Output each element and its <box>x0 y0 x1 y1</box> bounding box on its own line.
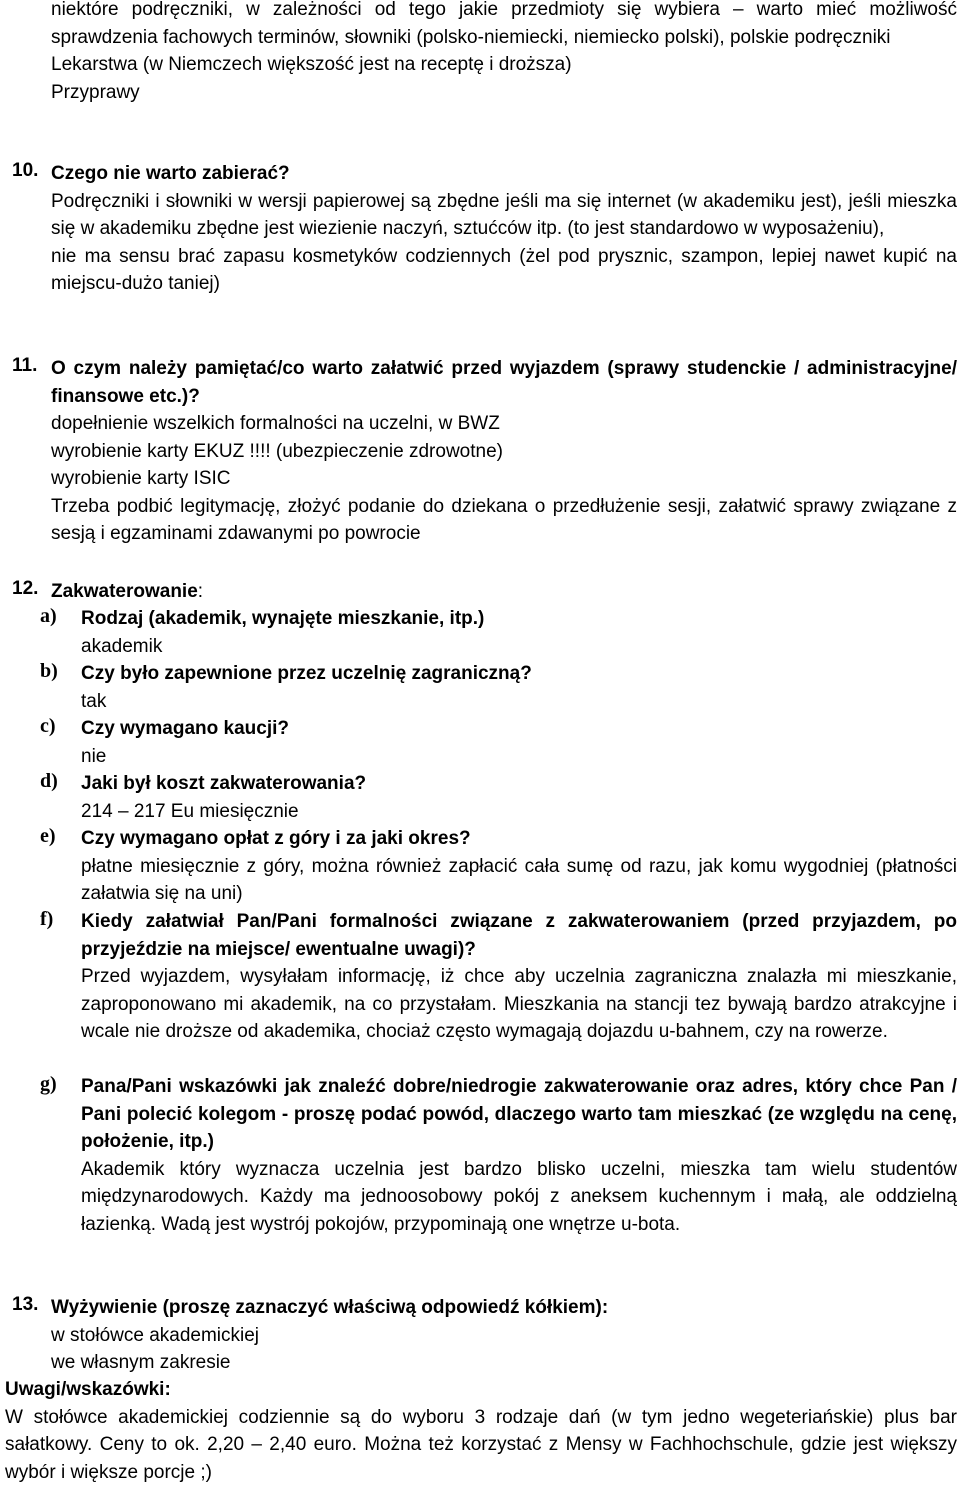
q12-item <box>81 1073 957 1238</box>
q13-option: we własnym zakresie <box>51 1352 231 1373</box>
q11-block <box>51 355 957 548</box>
q13-option: w stołówce akademickiej <box>51 1324 260 1346</box>
q12-item-question: Czy było zapewnione przez uczelnię zagraniczną? <box>81 663 532 684</box>
q12-item <box>81 660 957 715</box>
q13-notes <box>5 1376 957 1486</box>
q10-answer-line: Podręczniki i słowniki w wersji papierowej są zbędne jeśli ma się internet (w akademiku jest), jeśli mieszka się w akademiku zbędne jest wiezienie naczyń, sztućców itp. (to jest standardowo w wyposażeniu), <box>51 190 957 239</box>
q11-number: 11. <box>12 355 38 376</box>
q12-item-question: Pana/Pani wskazówki jak znaleźć dobre/niedrogie zakwaterowanie oraz adres, który chce Pan / Pani polecić kolegom - proszę podać powód, dlaczego warto tam mieszkać (ze względu na cenę, położenie, itp.) <box>81 1076 957 1152</box>
q12-item-letter: a) <box>40 605 57 627</box>
intro-block <box>51 0 957 106</box>
q12-item <box>81 715 957 770</box>
intro-line: Lekarstwa (w Niemczech większość jest na receptę i droższa) <box>51 54 572 75</box>
q12-item-answer: Akademik który wyznacza uczelnia jest bardzo blisko uczelni, mieszka tam wielu studentów międzynarodowych. Każdy ma jednoosobowy pokój z aneksem kuchennym i małą, ale oddzielną łazienką. Wadą jest wystrój pokojów, przypominają one wnętrze u-bota. <box>81 1158 957 1235</box>
q12-item <box>81 770 957 825</box>
q12-item <box>81 825 957 908</box>
q13-notes-text: W stołówce akademickiej codziennie są do wyboru 3 rodzaje dań (w tym jedno wegeteriańskie) plus bar sałatkowy. Ceny to ok. 2,20 – 2,40 euro. Można też korzystać z Mensy w Fachhochschule, gdzie jest większy wybór i większe porcje ;) <box>5 1406 957 1483</box>
q12-heading <box>51 578 957 606</box>
q10-number: 10. <box>12 160 39 181</box>
q12-item-answer: akademik <box>81 635 163 657</box>
q11-answer-line: Trzeba podbić legitymację, złożyć podanie do dziekana o przedłużenie sesji, załatwić sprawy związane z sesją i egzaminami zdawanymi po powrocie <box>51 495 957 544</box>
q12-number: 12. <box>12 578 39 599</box>
q12-item-letter: f) <box>40 908 54 930</box>
q12-item-letter: e) <box>40 825 56 847</box>
q12-item-answer: płatne miesięcznie z góry, można również zapłacić cała sumę od razu, jak komu wygodniej (płatności załatwia się na uni) <box>81 855 957 904</box>
q12-item-letter: g) <box>40 1073 57 1095</box>
q12-item-letter: b) <box>40 660 58 682</box>
q12-item-answer: 214 – 217 Eu miesięcznie <box>81 800 299 822</box>
q13-title: Wyżywienie (proszę zaznaczyć właściwą odpowiedź kółkiem): <box>51 1297 609 1318</box>
q12-item-question: Czy wymagano kaucji? <box>81 718 290 739</box>
q10-block <box>51 160 957 298</box>
q12-item-answer: Przed wyjazdem, wysyłałam informację, iż chce aby uczelnia zagraniczna znalazła mi mieszkanie, zaproponowano mi akademik, na co przystałam. Mieszkania na stancji tez bywają bardzo atrakcyjne i wcale nie droższe od akademika, chociaż często wymagają dojazdu u-bahnem, czy na rowerze. <box>81 966 957 1042</box>
q12-item-question: Rodzaj (akademik, wynajęte mieszkanie, itp.) <box>81 608 485 629</box>
q10-answer-line: nie ma sensu brać zapasu kosmetyków codziennych (żel pod prysznic, szampon, lepiej nawet kupić na miejscu-dużo taniej) <box>51 245 957 294</box>
q10-title: Czego nie warto zabierać? <box>51 163 290 184</box>
q11-answer-line: dopełnienie wszelkich formalności na uczelni, w BWZ <box>51 413 500 434</box>
q12-item-question: Jaki był koszt zakwaterowania? <box>81 773 367 794</box>
intro-line: Przyprawy <box>51 81 140 103</box>
q12-item-answer: tak <box>81 690 107 712</box>
q11-answer-line: wyrobienie karty ISIC <box>51 468 231 489</box>
q13-block <box>51 1294 957 1377</box>
q12-item <box>81 605 957 660</box>
q11-title: O czym należy pamiętać/co warto załatwić przed wyjazdem (sprawy studenckie / administracyjne/ finansowe etc.)? <box>51 358 957 407</box>
q12-item <box>81 908 957 1046</box>
q12-item-question: Kiedy załatwiał Pan/Pani formalności związane z zakwaterowaniem (przed przyjazdem, po przyjeździe na miejsce/ ewentualne uwagi)? <box>81 911 957 960</box>
q12-item-letter: d) <box>40 770 58 792</box>
q12-colon: : <box>197 581 204 602</box>
q13-notes-label: Uwagi/wskazówki: <box>5 1379 171 1400</box>
intro-line: niektóre podręczniki, w zależności od tego jakie przedmioty się wybiera – warto mieć możliwość sprawdzenia fachowych terminów, słowniki (polsko-niemiecki, niemiecko polski), polskie podręczniki <box>51 0 957 48</box>
q12-item-letter: c) <box>40 715 56 737</box>
q11-answer-line: wyrobienie karty EKUZ !!!! (ubezpieczenie zdrowotne) <box>51 440 503 462</box>
q13-number: 13. <box>12 1294 39 1315</box>
q12-title: Zakwaterowanie <box>51 581 198 602</box>
q12-item-question: Czy wymagano opłat z góry i za jaki okres? <box>81 828 471 849</box>
q12-item-answer: nie <box>81 745 107 767</box>
